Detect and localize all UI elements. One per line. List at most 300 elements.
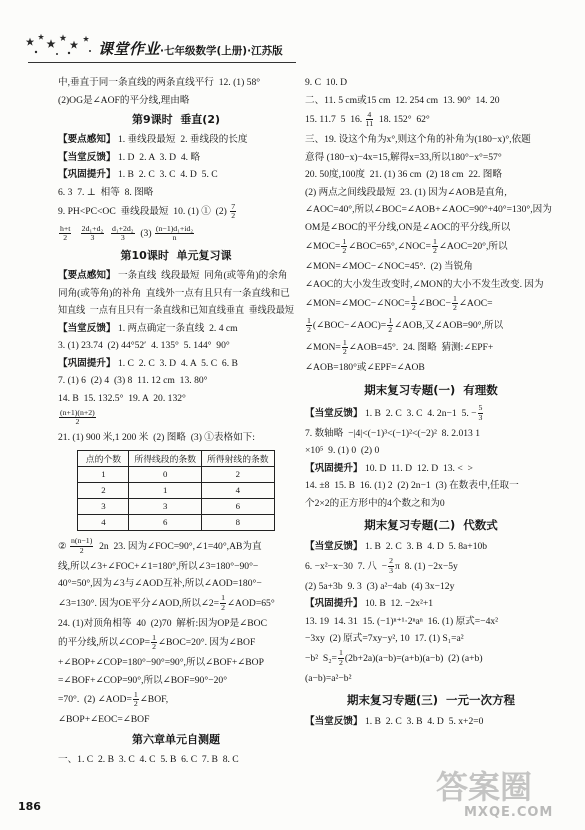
fraction-denominator: 2 bbox=[79, 545, 84, 555]
answer-line bbox=[58, 223, 294, 245]
answer-line-content bbox=[305, 556, 458, 578]
answer-line bbox=[305, 293, 557, 315]
fraction-denominator: 2 bbox=[411, 303, 416, 313]
answer-line bbox=[305, 595, 557, 613]
answer-line-content bbox=[58, 166, 218, 184]
fraction-numerator: d₁+2d₂ bbox=[112, 223, 134, 233]
fraction bbox=[478, 404, 484, 422]
fraction-denominator: 3 bbox=[478, 412, 483, 422]
table-cell: 4 bbox=[202, 482, 275, 498]
table-header-cell: 所得射线的条数 bbox=[202, 450, 275, 466]
answer-line bbox=[58, 149, 294, 167]
fraction-denominator: 2 bbox=[75, 417, 80, 427]
answer-line bbox=[305, 149, 557, 167]
answer-line bbox=[58, 536, 294, 558]
answer-line-content bbox=[305, 337, 493, 359]
fraction-numerator: 1 bbox=[432, 236, 437, 246]
text-run: 6. 3 7. ⊥ 相等 8. 图略 bbox=[58, 186, 154, 198]
watermark-url-text: MXQE.COM bbox=[464, 805, 554, 820]
text-run: −b² S₂= bbox=[305, 652, 337, 664]
answer-line bbox=[58, 184, 294, 202]
answer-line bbox=[305, 109, 557, 131]
fraction-denominator: 11 bbox=[365, 119, 374, 129]
fraction-denominator: 2 bbox=[307, 325, 311, 335]
text-run: 7. (1) 6 (2) 4 (3) 8 11. 12 cm 13. 80° bbox=[58, 375, 208, 386]
answer-line bbox=[58, 201, 294, 223]
answer-line-content bbox=[58, 337, 230, 355]
section-heading: 期末复习专题(一) 有理数 bbox=[364, 382, 498, 397]
answer-line bbox=[58, 131, 294, 149]
fraction-numerator: 1 bbox=[411, 293, 416, 303]
text-run: ② bbox=[58, 540, 69, 552]
answer-line-content bbox=[58, 131, 247, 149]
watermark-logo bbox=[436, 762, 576, 826]
fraction-denominator: 3 bbox=[120, 233, 125, 243]
fraction-denominator: 3 bbox=[90, 233, 95, 243]
table-cell: 1 bbox=[129, 482, 202, 498]
text-run: 一条直线 线段最短 同角(或等角)的余角 bbox=[115, 270, 288, 281]
fraction-denominator: 2 bbox=[388, 325, 393, 335]
fraction bbox=[306, 317, 312, 335]
fraction bbox=[220, 594, 226, 612]
answer-line bbox=[305, 460, 557, 478]
answer-line-content bbox=[58, 320, 238, 338]
text-run: (2)OG是∠AOF的平分线,理由略 bbox=[58, 94, 190, 106]
text-run: =∠BOF+∠COP=90°,所以∠BOF=90°−20° bbox=[58, 674, 228, 686]
fraction bbox=[387, 317, 393, 335]
answer-line-content bbox=[305, 258, 473, 276]
text-run: 同角(或等角)的补角 直线外一点有且只有一条直线和已 bbox=[58, 287, 290, 299]
answer-line bbox=[58, 615, 294, 633]
text-run: 20. 50度,100度 21. (1) 36 cm (2) 18 cm 22. 图略 bbox=[305, 169, 502, 180]
fraction bbox=[411, 295, 417, 313]
answer-line bbox=[305, 74, 557, 92]
answer-line-content bbox=[58, 149, 200, 167]
section-label: 【要点感知】 bbox=[58, 134, 116, 145]
text-run: ×10⁵ 9. (1) 0 (2) 0 bbox=[305, 445, 380, 456]
fraction-denominator: 3 bbox=[389, 565, 393, 575]
answer-line bbox=[305, 670, 557, 688]
answer-line-content bbox=[305, 403, 484, 425]
answer-line-content bbox=[305, 578, 454, 596]
answer-line-content bbox=[305, 219, 510, 237]
answer-line-content bbox=[305, 713, 483, 731]
answer-line-content bbox=[58, 429, 255, 447]
answer-line-content bbox=[58, 92, 189, 110]
fraction-denominator: 2 bbox=[63, 233, 68, 243]
text-run: 1. 垂线段最短 2. 垂线段的长度 bbox=[115, 134, 248, 145]
text-run: (3) bbox=[135, 228, 154, 239]
answer-line bbox=[305, 92, 557, 110]
fraction bbox=[81, 225, 105, 243]
text-run bbox=[105, 228, 110, 239]
text-run: ∠AOB=180°或∠EPF=∠AOB bbox=[305, 362, 425, 373]
answer-line bbox=[305, 315, 557, 337]
fraction-numerator: 1 bbox=[133, 689, 138, 699]
answer-line-content bbox=[305, 131, 531, 149]
fraction bbox=[151, 634, 157, 652]
text-run: ∠AOC= bbox=[458, 298, 493, 309]
table-header-cell: 点的个数 bbox=[78, 450, 129, 466]
fraction-numerator: 4 bbox=[367, 109, 372, 119]
answer-line-content bbox=[58, 390, 186, 408]
text-run: 14. B 15. 132.5° 19. A 20. 132° bbox=[58, 392, 186, 404]
table-cell: 6 bbox=[202, 498, 275, 514]
text-run: 10. B 12. −2x²+1 bbox=[362, 598, 434, 609]
answer-line bbox=[58, 751, 294, 769]
fraction-numerator: 1 bbox=[221, 593, 225, 603]
answer-line-content bbox=[58, 285, 290, 303]
table-header-row bbox=[78, 450, 274, 466]
fraction-numerator: 1 bbox=[307, 315, 311, 325]
answer-line bbox=[305, 236, 557, 258]
answer-line-content bbox=[58, 751, 239, 769]
answer-line bbox=[305, 578, 557, 596]
answer-line-content bbox=[58, 536, 262, 558]
text-run: 1. D 2. A 3. D 4. 略 bbox=[115, 151, 201, 163]
table-cell: 3 bbox=[78, 498, 129, 514]
text-run bbox=[72, 228, 79, 239]
text-run: 9. C 10. D bbox=[305, 77, 348, 88]
answer-line-content bbox=[58, 223, 195, 245]
table-row bbox=[78, 482, 274, 498]
text-run: 意得 (180−x)−4x=15,解得x=33,所以180°−x°=57° bbox=[305, 151, 502, 163]
text-run: 一、1. C 2. B 3. C 4. C 5. B 6. C 7. B 8. C bbox=[58, 753, 239, 765]
section-label: 【当堂反馈】 bbox=[58, 322, 116, 334]
answer-line-content bbox=[58, 689, 168, 711]
text-run: 1. C 2. C 3. D 4. A 5. C 6. B bbox=[115, 357, 238, 369]
text-run: 6. −x²−x−30 7. 八 − bbox=[305, 560, 388, 572]
text-run: ∠AOC=40°,所以∠BOC=∠AOB+∠AOC=90°+40°=130°,因为 bbox=[305, 204, 552, 215]
answer-line bbox=[305, 131, 557, 149]
fraction-numerator: 1 bbox=[342, 337, 347, 347]
answer-line-content bbox=[305, 74, 347, 92]
watermark-main-text: 答案圈 bbox=[436, 768, 533, 806]
fraction-numerator: (n+1)(n+2) bbox=[60, 407, 95, 417]
fraction-numerator: 1 bbox=[452, 293, 457, 303]
answer-line-content bbox=[305, 460, 473, 478]
answer-line bbox=[58, 575, 294, 593]
fraction bbox=[388, 557, 394, 575]
answer-line-content bbox=[305, 166, 502, 184]
answer-line bbox=[58, 337, 294, 355]
header-rule bbox=[28, 62, 296, 63]
answer-line-content bbox=[58, 654, 264, 672]
fraction-denominator: 2 bbox=[342, 246, 347, 256]
right-column bbox=[305, 74, 557, 731]
fraction-denominator: n bbox=[172, 233, 177, 243]
answer-line bbox=[58, 407, 294, 429]
answer-line bbox=[305, 219, 557, 237]
text-run: 1. 两点确定一条直线 2. 4 cm bbox=[115, 322, 238, 334]
fraction-numerator: 5 bbox=[478, 403, 483, 413]
text-run: 14. ±8 15. B 16. (1) 2 (2) 2n−1 (3) 在数表中,任取一 bbox=[305, 480, 519, 491]
table-cell: 3 bbox=[129, 498, 202, 514]
answer-line bbox=[58, 372, 294, 390]
answer-line bbox=[58, 74, 294, 92]
fraction bbox=[230, 203, 236, 221]
text-run: 1. B 2. C 3. C 4. D 5. C bbox=[115, 169, 218, 180]
answer-line-content bbox=[305, 201, 552, 219]
fraction bbox=[155, 225, 194, 243]
answer-line-content bbox=[305, 425, 480, 443]
answer-line-content bbox=[305, 648, 483, 670]
answer-line-content bbox=[58, 355, 238, 373]
text-run: 中,垂直于同一条直线的两条直线平行 12. (1) 58° bbox=[58, 77, 261, 88]
section-heading: 期末复习专题(三) 一元一次方程 bbox=[346, 693, 516, 707]
text-run: ∠MON=∠MOC−∠NOC= bbox=[305, 298, 410, 309]
answer-line-content bbox=[58, 184, 153, 202]
answer-line-content bbox=[305, 538, 487, 556]
text-run: (∠BOC−∠AOC)= bbox=[312, 320, 387, 331]
text-run: 个2×2的正方形中的4个数之和为0 bbox=[305, 497, 445, 509]
text-run: 15. 11.7 5 16. bbox=[305, 114, 365, 125]
text-run: 40°=50°,因为∠3与∠AOD互补,所以∠AOD=180°− bbox=[58, 578, 262, 589]
answer-line bbox=[305, 258, 557, 276]
table-cell: 4 bbox=[78, 514, 129, 530]
text-run: 13. 19 14. 31 15. (−1)ⁿ⁺¹·2ⁿaⁿ 16. (1) 原式=−4x² bbox=[305, 615, 499, 627]
text-run: ∠AOB,又∠AOB=90°,所以 bbox=[394, 320, 504, 331]
answer-line-content bbox=[305, 315, 503, 337]
answer-line bbox=[305, 442, 557, 460]
answer-line bbox=[58, 632, 294, 654]
left-column bbox=[58, 74, 294, 768]
answer-line bbox=[58, 302, 294, 320]
answer-line bbox=[58, 429, 294, 447]
fraction bbox=[432, 238, 438, 256]
section-label: 【要点感知】 bbox=[58, 270, 116, 281]
text-run: +∠BOP+∠COP=180°−90°=90°,所以∠BOF+∠BOP bbox=[58, 657, 264, 668]
text-run: 18. 152° 62° bbox=[374, 114, 430, 125]
fraction-denominator: 2 bbox=[338, 657, 343, 667]
answer-line bbox=[305, 648, 557, 670]
table-row bbox=[78, 514, 274, 530]
fraction bbox=[342, 339, 348, 357]
text-run: ∠MON=∠MOC−∠NOC=45°. (2) 当锐角 bbox=[305, 261, 473, 272]
answer-line bbox=[58, 390, 294, 408]
text-run: 二、11. 5 cm或15 cm 12. 254 cm 13. 90° 14. 20 bbox=[305, 94, 500, 106]
fraction-denominator: 2 bbox=[231, 211, 236, 221]
text-run: ∠MOC= bbox=[305, 241, 341, 252]
table-cell: 2 bbox=[202, 466, 275, 482]
answer-line-content bbox=[305, 236, 508, 258]
answer-line bbox=[58, 593, 294, 615]
fraction bbox=[452, 295, 458, 313]
text-run: ∠AOD=65° bbox=[227, 597, 275, 609]
text-run: ∠BOF, bbox=[139, 694, 169, 705]
fraction-numerator: 1 bbox=[388, 315, 393, 325]
text-run: 1. B 2. C 3. B 4. D 5. 8a+10b bbox=[362, 541, 488, 552]
answer-line-content bbox=[305, 276, 544, 294]
section-heading: 第10课时 单元复习课 bbox=[120, 249, 232, 262]
answer-line bbox=[58, 654, 294, 672]
fraction bbox=[338, 649, 344, 667]
answer-line bbox=[58, 166, 294, 184]
table-cell: 8 bbox=[202, 514, 275, 530]
answer-line-content bbox=[58, 407, 97, 429]
answer-line-content bbox=[305, 109, 430, 131]
text-run: 三、19. 设这个角为x°,则这个角的补角为(180−x)°,依题 bbox=[305, 134, 531, 145]
answer-line bbox=[58, 355, 294, 373]
answer-line bbox=[305, 276, 557, 294]
header-title bbox=[98, 38, 283, 59]
fraction-denominator: 2 bbox=[152, 642, 156, 652]
answer-line-content bbox=[305, 613, 498, 631]
text-run: 3. (1) 23.74 (2) 44°52′ 4. 135° 5. 144° 90° bbox=[58, 340, 230, 351]
text-run: 1. B 2. C 3. C 4. 2n−1 5. − bbox=[362, 407, 477, 419]
text-run: 的平分线,所以∠COP= bbox=[58, 637, 151, 648]
answer-line bbox=[305, 556, 557, 578]
text-run: ∠BOP+∠EOC=∠BOF bbox=[58, 714, 150, 725]
answer-line bbox=[305, 359, 557, 377]
fraction-numerator: 7 bbox=[231, 201, 236, 211]
answer-line-content bbox=[305, 630, 464, 648]
text-run: 24. (1)对顶角相等 40 (2)70 解析:因为OP是∠BOC bbox=[58, 617, 267, 629]
text-run: ∠AOC的大小发生改变时,∠MON的大小不发生改变. 因为 bbox=[305, 278, 544, 290]
points-lines-rays-table bbox=[77, 450, 274, 531]
answer-line bbox=[305, 713, 557, 731]
text-run: ∠BOC− bbox=[417, 298, 451, 309]
answer-line-content bbox=[305, 184, 507, 202]
table-row bbox=[78, 466, 274, 482]
answer-line bbox=[305, 613, 557, 631]
table-header-cell: 所得线段的条数 bbox=[129, 450, 202, 466]
section-label: 【巩固提升】 bbox=[305, 598, 363, 609]
answer-line bbox=[58, 320, 294, 338]
answer-line-content bbox=[305, 359, 425, 377]
answer-line-content bbox=[58, 615, 267, 633]
answer-line bbox=[58, 92, 294, 110]
section-label: 【当堂反馈】 bbox=[305, 541, 363, 552]
answer-line bbox=[58, 285, 294, 303]
answer-line bbox=[305, 425, 557, 443]
text-run: ∠BOC=65°,∠NOC= bbox=[348, 241, 431, 252]
fraction-numerator: 2d₁+d₂ bbox=[81, 223, 104, 233]
section-label: 【当堂反馈】 bbox=[305, 716, 363, 727]
fraction bbox=[341, 238, 347, 256]
fraction bbox=[366, 111, 374, 129]
text-run: ∠AOC=20°,所以 bbox=[438, 241, 508, 252]
text-run: (2) 两点之间线段最短 23. (1) 因为∠AOB是直角, bbox=[305, 186, 507, 198]
table-cell: 6 bbox=[129, 514, 202, 530]
fraction bbox=[59, 225, 71, 243]
answer-line-content bbox=[58, 267, 287, 285]
section-label: 【当堂反馈】 bbox=[58, 151, 116, 163]
answer-line-content bbox=[58, 558, 258, 576]
fraction-denominator: 2 bbox=[221, 602, 225, 612]
answer-line bbox=[305, 403, 557, 425]
text-run: ∠MON= bbox=[305, 342, 341, 353]
answer-line-content bbox=[58, 593, 275, 615]
answer-line bbox=[305, 201, 557, 219]
answer-line bbox=[305, 166, 557, 184]
section-label: 【当堂反馈】 bbox=[305, 407, 363, 419]
answer-line bbox=[58, 558, 294, 576]
answer-line bbox=[305, 495, 557, 513]
answer-line bbox=[305, 337, 557, 359]
fraction-numerator: 2 bbox=[389, 556, 393, 566]
answer-line bbox=[58, 267, 294, 285]
section-label: 【巩固提升】 bbox=[58, 169, 116, 180]
table-row bbox=[78, 498, 274, 514]
answer-line-content bbox=[305, 495, 445, 513]
answer-line-content bbox=[58, 672, 227, 690]
text-run: 9. PH<PC<OC 垂线段最短 10. (1) ① (2) bbox=[58, 206, 230, 217]
fraction bbox=[59, 409, 96, 427]
section-label: 【巩固提升】 bbox=[305, 462, 363, 474]
book-series-title: 课堂作业 bbox=[98, 40, 161, 58]
fraction-denominator: 2 bbox=[452, 303, 457, 313]
answer-line bbox=[305, 477, 557, 495]
answer-line-content bbox=[305, 670, 351, 688]
answer-line-content bbox=[58, 302, 294, 320]
answer-line-content bbox=[305, 293, 493, 315]
text-run: ∠3=130°. 因为OE平分∠AOD,所以∠2= bbox=[58, 597, 220, 609]
fraction-denominator: 2 bbox=[432, 246, 437, 256]
text-run: 1. B 2. C 3. B 4. D 5. x+2=0 bbox=[362, 716, 484, 727]
page-number: 186 bbox=[18, 800, 41, 813]
answer-line bbox=[305, 538, 557, 556]
fraction-numerator: n(n−1) bbox=[71, 536, 93, 546]
stars-decoration-icon bbox=[24, 32, 96, 60]
answer-line-content bbox=[58, 372, 208, 390]
table-cell: 2 bbox=[78, 482, 129, 498]
book-edition-subtitle: ·七年级数学(上册)·江苏版 bbox=[160, 45, 283, 57]
answer-line bbox=[58, 711, 294, 729]
answer-line bbox=[305, 184, 557, 202]
fraction-numerator: 1 bbox=[338, 648, 343, 658]
section-heading: 第六章单元自测题 bbox=[132, 732, 220, 746]
fraction bbox=[133, 691, 139, 709]
text-run: ∠AOB=45°. 24. 图略 猜测:∠EPF+ bbox=[348, 342, 494, 353]
section-heading: 期末复习专题(二) 代数式 bbox=[364, 518, 498, 532]
text-run: (a−b)=a²−b² bbox=[305, 672, 352, 684]
answer-line bbox=[58, 689, 294, 711]
text-run: (2) 5a+3b 9. 3 (3) a²−4ab (4) 3x−12y bbox=[305, 580, 455, 592]
text-run: −3xy (2) 原式=7xy−y², 10 17. (1) S₁=a² bbox=[305, 633, 464, 644]
section-heading: 第9课时 垂直(2) bbox=[131, 113, 221, 126]
fraction-numerator: (n−1)d₁+id₂ bbox=[155, 223, 194, 233]
table-cell: 0 bbox=[129, 466, 202, 482]
answer-line-content bbox=[58, 201, 237, 223]
fraction-denominator: 2 bbox=[342, 347, 347, 357]
text-run: 线,所以∠3+∠FOC+∠1=180°,所以∠3=180°−90°− bbox=[58, 560, 259, 572]
table-cell: 1 bbox=[78, 466, 129, 482]
answer-line-content bbox=[305, 442, 379, 460]
text-run: π 8. (1) −2x−5y bbox=[395, 560, 458, 572]
text-run: 21. (1) 900 米,1 200 米 (2) 图略 (3) ①表格如下: bbox=[58, 432, 255, 443]
answer-line-content bbox=[305, 595, 433, 613]
text-run: =70°. (2) ∠AOD= bbox=[58, 694, 132, 705]
fraction-denominator: 2 bbox=[133, 699, 138, 709]
fraction-numerator: 1 bbox=[342, 236, 347, 246]
answer-line-content bbox=[305, 477, 519, 495]
section-label: 【巩固提升】 bbox=[58, 357, 116, 369]
text-run: 知直线 一点有且只有一条直线和已知直线垂直 垂线段最短 bbox=[58, 305, 294, 316]
answer-line bbox=[305, 630, 557, 648]
fraction-numerator: h+t bbox=[60, 223, 71, 233]
answer-line bbox=[58, 672, 294, 690]
text-run: OM是∠BOC的平分线,ON是∠AOC的平分线,所以 bbox=[305, 221, 511, 233]
text-run: 2n 23. 因为∠FOC=90°,∠1=40°,AB为直 bbox=[94, 540, 262, 552]
text-run: 10. D 11. D 12. D 13. < > bbox=[362, 462, 473, 474]
answer-line-content bbox=[305, 149, 502, 167]
fraction bbox=[70, 537, 93, 555]
fraction-numerator: 1 bbox=[152, 632, 156, 642]
text-run: 7. 数轴略 −|4|<(−1)³<(−1)²<(−2)² 8. 2.013 1 bbox=[305, 427, 481, 439]
answer-line-content bbox=[58, 74, 260, 92]
page-header bbox=[0, 0, 585, 70]
